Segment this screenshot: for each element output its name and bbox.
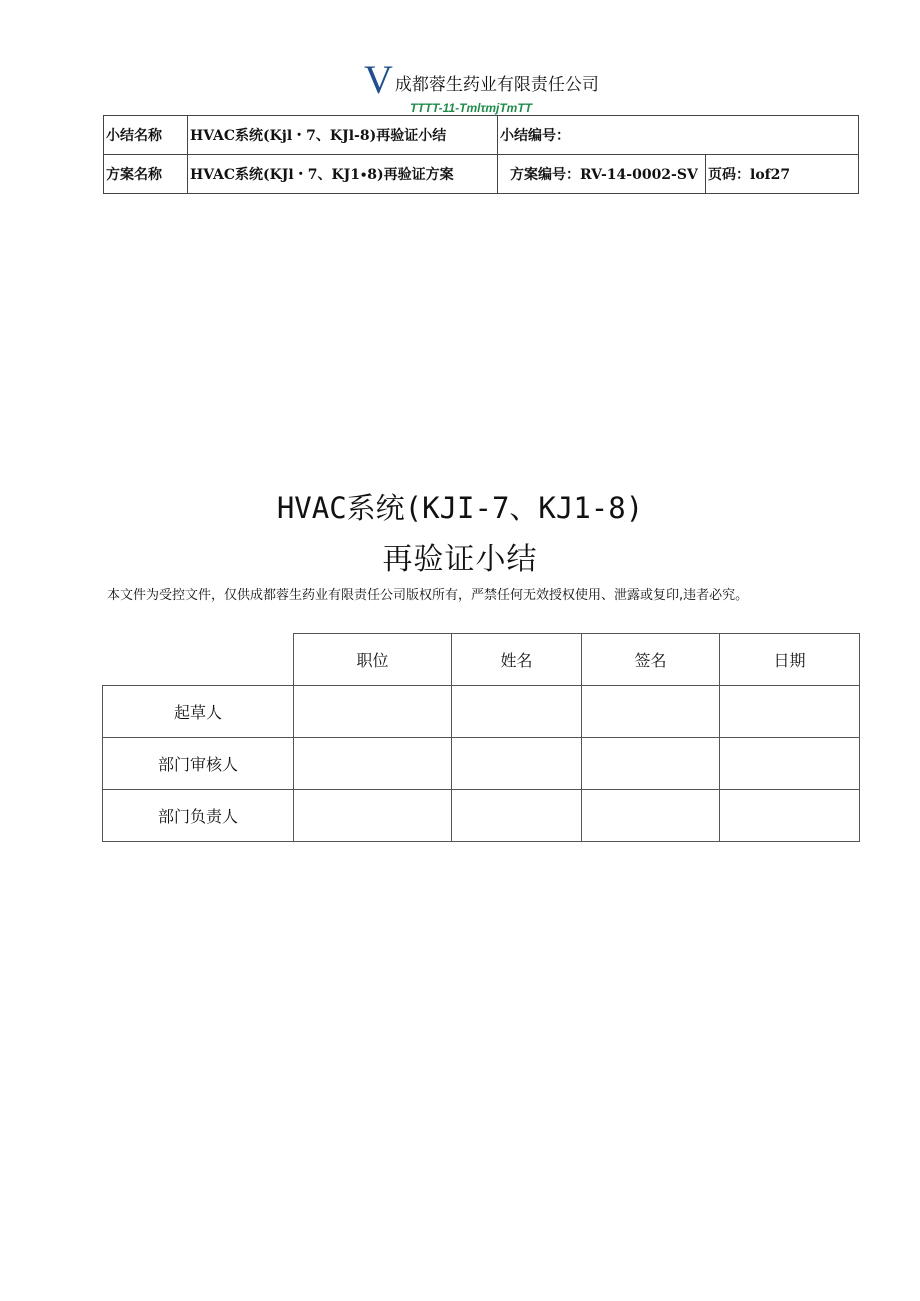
company-logo [364,57,599,102]
plan-number: 方案编号：RV-14-0002-SV [498,155,706,194]
page-number: 页码：lof27 [706,155,859,194]
header-signature: 签名 [582,634,720,686]
role-department-head: 部门负责人 [103,790,294,842]
drafter-signature-cell [582,686,720,738]
reviewer-position-cell [294,738,452,790]
document-title-line1: HVAC系统(KJI-7、KJ1-8) [276,491,644,525]
drafter-position-cell [294,686,452,738]
drafter-date-cell [720,686,860,738]
role-reviewer: 部门审核人 [103,738,294,790]
header-row-plan [104,155,859,194]
header-position: 职位 [294,634,452,686]
header-date: 日期 [720,634,860,686]
head-name-cell [452,790,582,842]
header-name: 姓名 [452,634,582,686]
corner-cell [103,634,294,686]
signature-row-head [103,790,860,842]
logo-subline: TTTT-11-TmlτmjTmTT [410,101,533,115]
role-drafter: 起草人 [103,686,294,738]
reviewer-name-cell [452,738,582,790]
signature-row-drafter [103,686,860,738]
head-signature-cell [582,790,720,842]
summary-name-value: HVAC系统(Kjl・7、KJl-8)再验证小结 [188,116,498,155]
plan-name-value: HVAC系统(KJl・7、KJ1∙8)再验证方案 [188,155,498,194]
summary-number-label: 小结编号： [498,116,859,155]
head-position-cell [294,790,452,842]
reviewer-date-cell [720,738,860,790]
signature-header-row [103,634,860,686]
control-notice: 本文件为受控文件，仅供成都蓉生药业有限责任公司版权所有，严禁任何无效授权使用、泄露或复印,违者必究。 [107,588,749,603]
drafter-name-cell [452,686,582,738]
header-row-summary [104,116,859,155]
reviewer-signature-cell [582,738,720,790]
signature-table [102,633,860,842]
document-title-line2: 再验证小结 [382,542,538,577]
company-name: 成都蓉生药业有限责任公司 [394,75,599,95]
document-header-table [103,115,859,194]
head-date-cell [720,790,860,842]
signature-row-reviewer [103,738,860,790]
summary-name-label: 小结名称 [104,116,188,155]
logo-v-mark: V [364,57,393,102]
plan-name-label: 方案名称 [104,155,188,194]
